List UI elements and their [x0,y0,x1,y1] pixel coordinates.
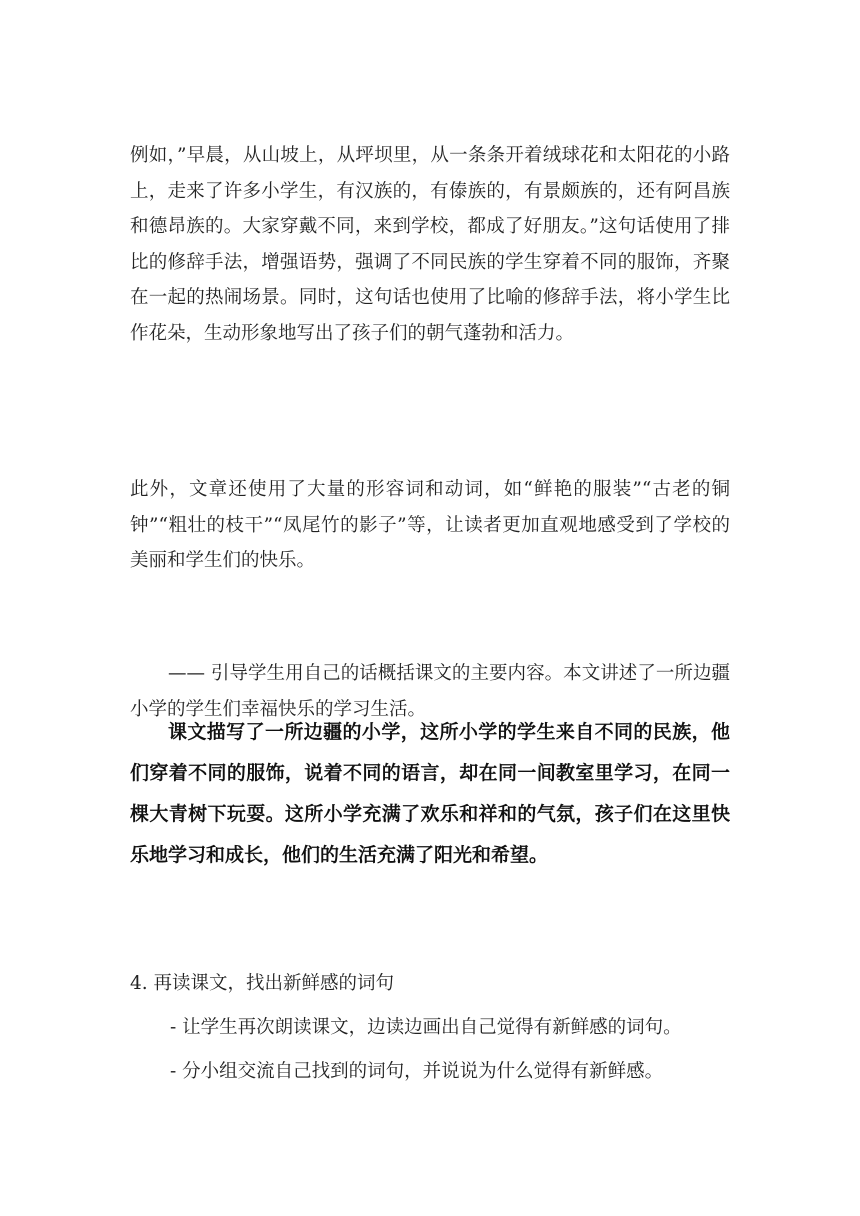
lesson-summary-paragraph: 课文描写了一所边疆的小学，这所小学的学生来自不同的民族，他们穿着不同的服饰，说着不同的语言，却在同一间教室里学习，在同一棵大青树下玩耍。这所小学充满了欢乐和祥和的气氛，孩子们在这里快乐地学习和成长，他们的生活充满了阳光和希望。 [130,721,730,866]
adjectives-verbs-paragraph: 此外，文章还使用了大量的形容词和动词，如“鲜艳的服装”“古老的铜钟”“粗壮的枝干”“凤尾竹的影子”等，让读者更加直观地感受到了学校的美丽和学生们的快乐。 [130,479,730,571]
summary-guide-paragraph: —— 引导学生用自己的话概括课文的主要内容。本文讲述了一所边疆小学的学生们幸福快乐的学习生活。 [130,663,730,720]
step-4-item: - 分小组交流自己找到的词句，并说说为什么觉得有新鲜感。 [170,1061,664,1082]
step-4-item: - 让学生再次朗读课文，边读边画出自己觉得有新鲜感的词句。 [170,1017,682,1038]
rhetoric-analysis-paragraph: 例如，”早晨，从山坡上，从坪坝里，从一条条开着绒球花和太阳花的小路上，走来了许多小学生，有汉族的，有傣族的，有景颇族的，还有阿昌族和德昂族的。大家穿戴不同，来到学校，都成了好朋友。”这句话使用了排比的修辞手法，增强语势，强调了不同民族的学生穿着不同的服饰，齐聚在一起的热闹场景。同时，这句话也使用了比喻的修辞手法，将小学生比作花朵，生动形象地写出了孩子们的朝气蓬勃和活力。 [130,145,730,344]
step-4-heading: 4. 再读课文，找出新鲜感的词句 [130,973,395,994]
